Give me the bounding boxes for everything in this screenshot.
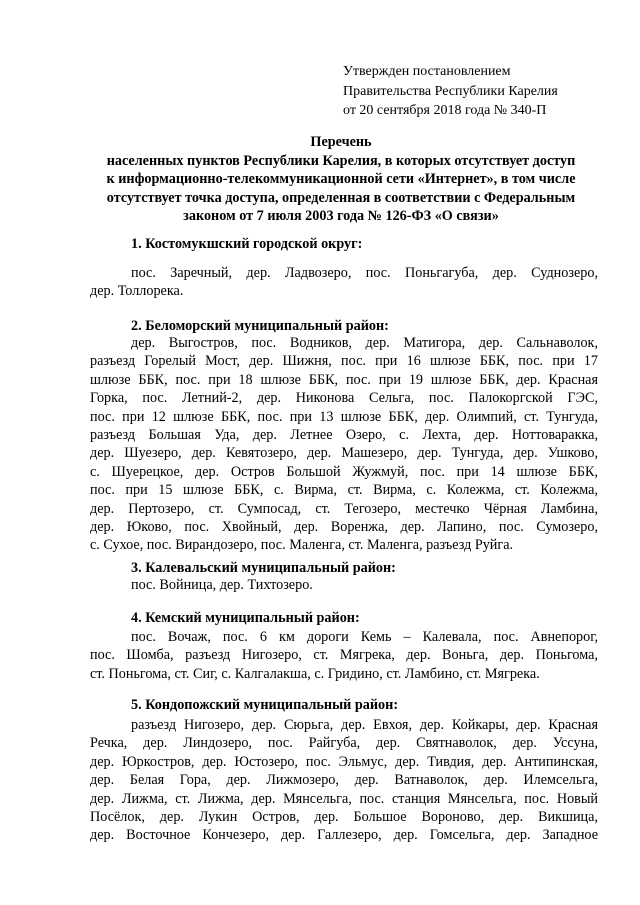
title-line: законом от 7 июля 2003 года № 126-ФЗ «О связи» [183, 208, 499, 224]
text-line: с. Шуерецкое, дер. Остров Большой Жужмуй, пос. при 14 шлюзе ББК, [90, 463, 598, 480]
section-heading: 5. Кондопожский муниципальный район: [131, 697, 399, 713]
section-text [90, 628, 598, 683]
text-line: с. Сухое, пос. Вирандозеро, пос. Маленга, ст. Маленга, разъезд Руйга. [90, 537, 514, 554]
text-line: дер. Лижма, ст. Лижма, дер. Мянсельга, пос. станция Мянсельга, пос. Новый [90, 790, 598, 807]
approval-line: Утвержден постановлением [343, 64, 511, 79]
text-line: дер. Выгостров, пос. Водников, дер. Матигора, дер. Сальнаволок, [131, 335, 598, 351]
section-text [90, 264, 598, 301]
section-heading: 4. Кемский муниципальный район: [131, 610, 360, 626]
section-heading: 3. Калевальский муниципальный район: [131, 560, 396, 576]
document-title [78, 133, 604, 226]
text-line: дер. Восточное Кончезеро, дер. Галлезеро, дер. Гомсельга, дер. Западное [90, 827, 598, 844]
text-line: дер. Шуезеро, дер. Кевятозеро, дер. Машезеро, дер. Тунгуда, дер. Ушково, [90, 445, 598, 462]
section-text [90, 334, 598, 555]
approval-line: Правительства Республики Карелия [343, 83, 558, 99]
text-line: разъезд Большая Уда, дер. Летнее Озеро, с. Лехта, дер. Ноттоваракка, [90, 427, 598, 444]
text-line: пос. Войница, дер. Тихтозеро. [131, 577, 313, 593]
text-line: Речка, дер. Линдозеро, пос. Райгуба, дер. Святнаволок, дер. Уссуна, [90, 735, 598, 752]
text-line: шлюзе ББК, пос. при 18 шлюзе ББК, пос. при 19 шлюзе ББК, дер. Красная [90, 371, 598, 388]
text-line: пос. при 12 шлюзе ББК, пос. при 13 шлюзе ББК, дер. Олимпий, ст. Тунгуда, [90, 408, 598, 425]
text-line: дер. Юркостров, дер. Юстозеро, пос. Эльмус, дер. Тивдия, дер. Антипинская, [90, 753, 598, 770]
text-line: дер. Пертозеро, ст. Сумпосад, ст. Тегозеро, местечко Чёрная Ламбина, [90, 500, 598, 517]
text-line: Посёлок, дер. Лукин Остров, дер. Большое Вороново, дер. Викшица, [90, 809, 598, 826]
title-line: к информационно-телекоммуникационной сети «Интернет», в том числе [106, 171, 576, 187]
approval-block [343, 62, 613, 121]
text-line: дер. Белая Гора, дер. Лижмозеро, дер. Ватнаволок, дер. Илемсельга, [90, 772, 598, 789]
title-line: населенных пунктов Республики Карелия, в которых отсутствует доступ [106, 152, 576, 169]
text-line: разъезд Горелый Мост, дер. Шижня, пос. при 16 шлюзе ББК, пос. при 17 [90, 353, 598, 370]
title-line: отсутствует точка доступа, определенная в соответствии с Федеральным [106, 189, 576, 206]
text-line: пос. Вочаж, пос. 6 км дороги Кемь – Калевала, пос. Авнепорог, [131, 629, 598, 645]
text-line: разъезд Нигозеро, дер. Сюрьга, дер. Евхоя, дер. Койкары, дер. Красная [131, 717, 598, 733]
text-line: дер. Толлорека. [90, 283, 184, 300]
approval-line: от 20 сентября 2018 года № 340-П [343, 103, 547, 118]
text-line: ст. Поньгома, ст. Сиг, с. Калгалакша, с. Гридино, ст. Ламбино, ст. Мягрека. [90, 665, 540, 682]
section-text [90, 716, 598, 845]
text-line: пос. Шомба, разъезд Нигозеро, ст. Мягрека, дер. Воньга, дер. Поньгома, [90, 647, 598, 664]
section-text [90, 576, 598, 594]
section-heading: 1. Костомукшский городской округ: [131, 236, 363, 252]
title-line: Перечень [310, 134, 372, 150]
text-line: пос. Заречный, дер. Ладвозеро, пос. Поньгагуба, дер. Суднозеро, [131, 265, 598, 281]
text-line: дер. Юково, пос. Хвойный, дер. Воренжа, дер. Лапино, пос. Сумозеро, [90, 519, 598, 536]
section-heading: 2. Беломорский муниципальный район: [131, 318, 389, 334]
text-line: пос. при 15 шлюзе ББК, с. Вирма, ст. Вирма, с. Колежма, ст. Колежма, [90, 482, 598, 499]
text-line: Горка, пос. Летний-2, дер. Никонова Сельга, пос. Палокоргской ГЭС, [90, 390, 598, 407]
